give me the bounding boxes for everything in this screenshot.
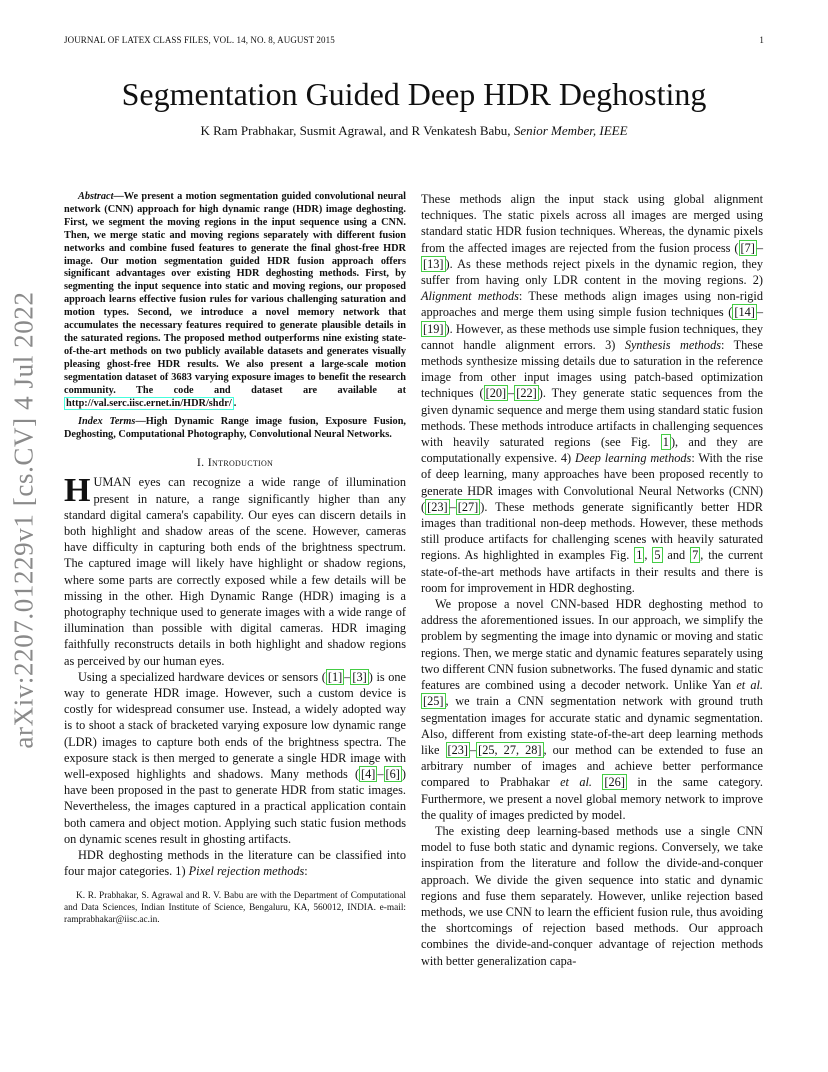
index-terms-lead: Index Terms <box>78 416 136 428</box>
italic-term: Pixel rejection methods <box>188 864 305 879</box>
text-run: – <box>344 669 351 684</box>
text-run: ), and they are computationally expensive. 4) <box>421 435 763 466</box>
text-run: : These methods align images using non-rigid approaches and merge them using simple fusion techniques ( <box>421 289 763 320</box>
author-line <box>0 123 828 139</box>
text-run: : These methods synthesize missing details due to saturation in the reference image from other input images using patch-based optimization techniques ( <box>421 337 763 401</box>
intro-paragraph-1 <box>64 474 406 668</box>
citation-link[interactable]: [3] <box>352 669 367 684</box>
section-title: Introduction <box>207 455 274 470</box>
italic-term: Deep learning methods <box>575 451 692 466</box>
citation-link[interactable]: [23] <box>427 499 448 514</box>
text-run: and <box>662 548 691 563</box>
citation-link[interactable]: [13] <box>423 256 444 271</box>
text-run: in the same category. Furthermore, we present a novel global memory network to improve the quality of images predicted by model. <box>421 775 763 822</box>
right-paragraph-1 <box>421 191 763 596</box>
italic-term: et al. <box>560 775 593 790</box>
paper-title: Segmentation Guided Deep HDR Deghosting <box>121 76 707 112</box>
citation-link[interactable]: [14] <box>734 305 755 320</box>
citation-link[interactable]: [19] <box>423 321 444 336</box>
arxiv-stamp <box>2 291 46 749</box>
figure-link[interactable]: 5 <box>654 548 661 563</box>
citation-link[interactable]: [7] <box>740 240 755 255</box>
citation-link[interactable]: [26] <box>604 775 625 790</box>
arxiv-id: arXiv:2207.01229v1 [cs.CV] 4 Jul 2022 <box>8 291 39 749</box>
text-run: These methods align the input stack using global alignment techniques. The static pixels across all images are merged using standard static HDR fusion techniques. Whereas, the dynamic pixels from the affected images are rejected from the fusion process ( <box>421 192 763 255</box>
intro-paragraph-3 <box>64 847 406 879</box>
text-run <box>592 775 602 789</box>
text-run: ). However, as these methods use simple fusion techniques, they cannot handle alignment errors. 3) <box>421 321 763 352</box>
index-terms <box>64 416 406 442</box>
text-run: We propose a novel CNN-based HDR deghosting method to address the aforementioned issues. In our approach, we simplify the problem by segmenting the image into dynamic or moving and static regions. Then, we merge static and dynamic features separately using two different CNN fusion subnetworks. The fused dynamic and static features are combined using a decoder network. Unlike Yan <box>421 597 763 693</box>
index-terms-text: —High Dynamic Range image fusion, Exposure Fusion, Deghosting, Computational Photography, Convolutional Neural Networks. <box>64 416 406 441</box>
text-run: – <box>756 240 763 255</box>
abstract-text: —We present a motion segmentation guided convolutional neural network (CNN) approach for high dynamic range (HDR) image deghosting. First, we segment the moving regions in the input sequence using a CNN. Then, we merge static and moving regions separately with different fusion networks and combine fused features to generate the final ghost-free HDR image. Our motion segmentation guided HDR fusion approach offers significant advantages over existing HDR deghosting methods. First, by segmenting the input sequence into static and moving regions, our proposed approach learns effective fusion rules for various challenging saturation and motion types. Second, we introduce a novel memory network that accumulates the necessary features required to generate plausible details in the saturated regions. The proposed method outperforms nine existing state-of-the-art methods on two publicly available datasets and generates visually pleasing ghost-free HDR results. We also present a large-scale motion segmentation dataset of 3683 varying exposure images to benefit the research community. The code and dataset are available at <box>64 191 406 396</box>
citation-link[interactable]: [20] <box>485 386 507 401</box>
text-run: – <box>449 499 456 514</box>
citation-link[interactable]: [25] <box>423 694 444 709</box>
author-footnote: K. R. Prabhakar, S. Agrawal and R. V. Babu are with the Department of Computational and Data Sciences, Indian Institute of Science, Bengaluru, KA, 560012, INDIA. e-mail: ramprabhakar@iisc.ac.in. <box>64 890 406 925</box>
drop-cap: H <box>64 472 91 510</box>
text-run: ) have been proposed in the past to generate HDR from static images. Nevertheless, the images captured in a practical application contain both camera and object motion. Applying such static fusion methods on dynamic scenes result in ghosting artifacts. <box>64 767 406 846</box>
right-paragraph-3: The existing deep learning-based methods use a single CNN model to fuse both static and dynamic regions. Conversely, we take inspiration from the literature and follow the divide-and-conquer approach. We divide the given sequence into static and dynamic regions and fuse them separately. However, unlike rejection based methods, we use CNN to learn the efficient fusion rule, thus avoiding the shortcomings of rejection based methods. Our approach combines the divide-and-conquer advantage of rejection methods with better generalization capa- <box>421 823 763 968</box>
italic-term: Alignment methods <box>421 289 519 304</box>
author-role: Senior Member, IEEE <box>513 123 628 138</box>
citation-link[interactable]: [22] <box>516 386 537 401</box>
figure-link[interactable]: 7 <box>692 548 699 563</box>
right-paragraph-2 <box>421 596 763 823</box>
text-run: – <box>377 767 384 782</box>
journal-info: JOURNAL OF LATEX CLASS FILES, VOL. 14, NO. 8, AUGUST 2015 <box>64 35 335 45</box>
italic-term: et al. <box>736 678 763 693</box>
text-run: , our method can be extended to fuse an arbitrary number of images and achieve better performance compared to Prabhakar <box>421 742 763 790</box>
text-run: ). These methods generate significantly better HDR images than traditional non-deep methods. However, these methods still produce artifacts for challenging scenes with heavily saturated regions. As highlighted in examples Fig. <box>421 499 763 563</box>
text-run: Using a specialized hardware devices or sensors ( <box>78 669 326 684</box>
citation-link[interactable]: [27] <box>457 499 479 514</box>
text-run: ). As these methods reject pixels in the dynamic region, they suffer from having only LDR content in the moving regions. 2) <box>421 256 763 288</box>
left-column <box>64 191 406 926</box>
running-head <box>64 35 764 45</box>
figure-link[interactable]: 1 <box>662 435 669 450</box>
italic-term: Synthesis methods <box>624 337 721 352</box>
text-run: ). They generate static sequences from the given dynamic sequence and merge them using standard static fusion methods. These methods introduce artifacts in challenging sequences with heavily saturated regions (see Fig. <box>421 386 763 450</box>
intro-p1-text: UMAN eyes can recognize a wide range of illumination present in nature, a range significantly higher than any standard digital camera's capability. Our eyes can discern details in both highlight and shadow areas of the scene. However, cameras have difficulty in capturing both ends of the brightness spectrum. The captured image will likely have highlight or shadow regions, where some parts are correctly exposed while a few details will be missing in the other. High Dynamic Range (HDR) imaging is a photography technique used to generate images with a wide range of illumination than possible with digital cameras. HDR imaging faithfully reconstructs details in both highlight and shadow regions as perceived by our human eyes. <box>64 475 406 668</box>
text-run: , <box>644 548 653 563</box>
authors: K Ram Prabhakar, Susmit Agrawal, and R Venkatesh Babu, <box>200 123 511 138</box>
section-number: I. <box>196 455 205 470</box>
intro-paragraph-2 <box>64 669 406 847</box>
text-run: ) is one way to generate HDR image. However, such a custom device is costly for widespread consumer use. Instead, a widely adopted way is to shoot a stack of bracketed varying exposure low dynamic range (LDR) images to capture both ends of the brightness spectra. The exposure stack is then merged to generate a single HDR image with well-exposed highlights and shadows. Many methods ( <box>64 669 407 782</box>
text-run: HDR deghosting methods in the literature can be classified into four major categories. 1) <box>64 848 406 879</box>
text-run: – <box>756 305 763 320</box>
citation-link[interactable]: [4] <box>361 767 376 782</box>
section-heading <box>64 454 406 470</box>
text-run: , we train a CNN segmentation network with ground truth segmentation images for accurate static and dynamic segmentation. Also, different from existing state-of-the-art deep learning methods like <box>421 694 763 757</box>
abstract: Abstract—We present a motion segmentation guided convolutional neural network (CNN) approach for high dynamic range (HDR) image deghosting. First, we segment the moving regions in the input sequence using a CNN. Then, we merge static and moving regions separately with different fusion networks and combine fused features to generate the final ghost-free HDR image. Our motion segmentation guided HDR fusion approach offers significant advantages over existing HDR deghosting methods. First, by segmenting the input sequence into static and moving regions, our proposed approach learns effective fusion rules for various challenging saturation and motion types. Second, we introduce a novel memory network that accumulates the necessary features required to generate plausible details in the saturated regions. The proposed method outperforms nine existing state-of-the-art methods on two publicly available datasets and generates visually pleasing ghost-free HDR results. We also present a large-scale motion segmentation dataset of 3683 varying exposure images to benefit the research community. The code and dataset are available at http://val.serc.iisc.ernet.in/HDR/shdr/ . <box>64 191 406 409</box>
citation-link[interactable]: [25, 27, 28] <box>478 742 542 757</box>
figure-link[interactable]: 1 <box>636 548 643 563</box>
citation-link[interactable]: [23] <box>447 742 468 757</box>
text-run: – <box>470 742 477 757</box>
citation-link[interactable]: [1] <box>327 669 343 684</box>
text-run: – <box>508 386 515 401</box>
citation-link[interactable]: [6] <box>385 767 400 782</box>
page-number: 1 <box>759 35 764 45</box>
text-run: , the current state-of-the-art methods have artifacts in their results and there is room for improvement in HDR deghosting. <box>421 548 763 595</box>
right-column <box>421 191 763 969</box>
abstract-lead: Abstract <box>78 191 114 202</box>
dataset-link[interactable]: http://val.serc.iisc.ernet.in/HDR/shdr/ <box>66 397 232 409</box>
text-run: : With the rise of deep learning, many approaches have been proposed recently to generate HDR images with Convolutional Neural Networks (CNN) ( <box>421 451 764 514</box>
text-run: : <box>304 864 308 879</box>
